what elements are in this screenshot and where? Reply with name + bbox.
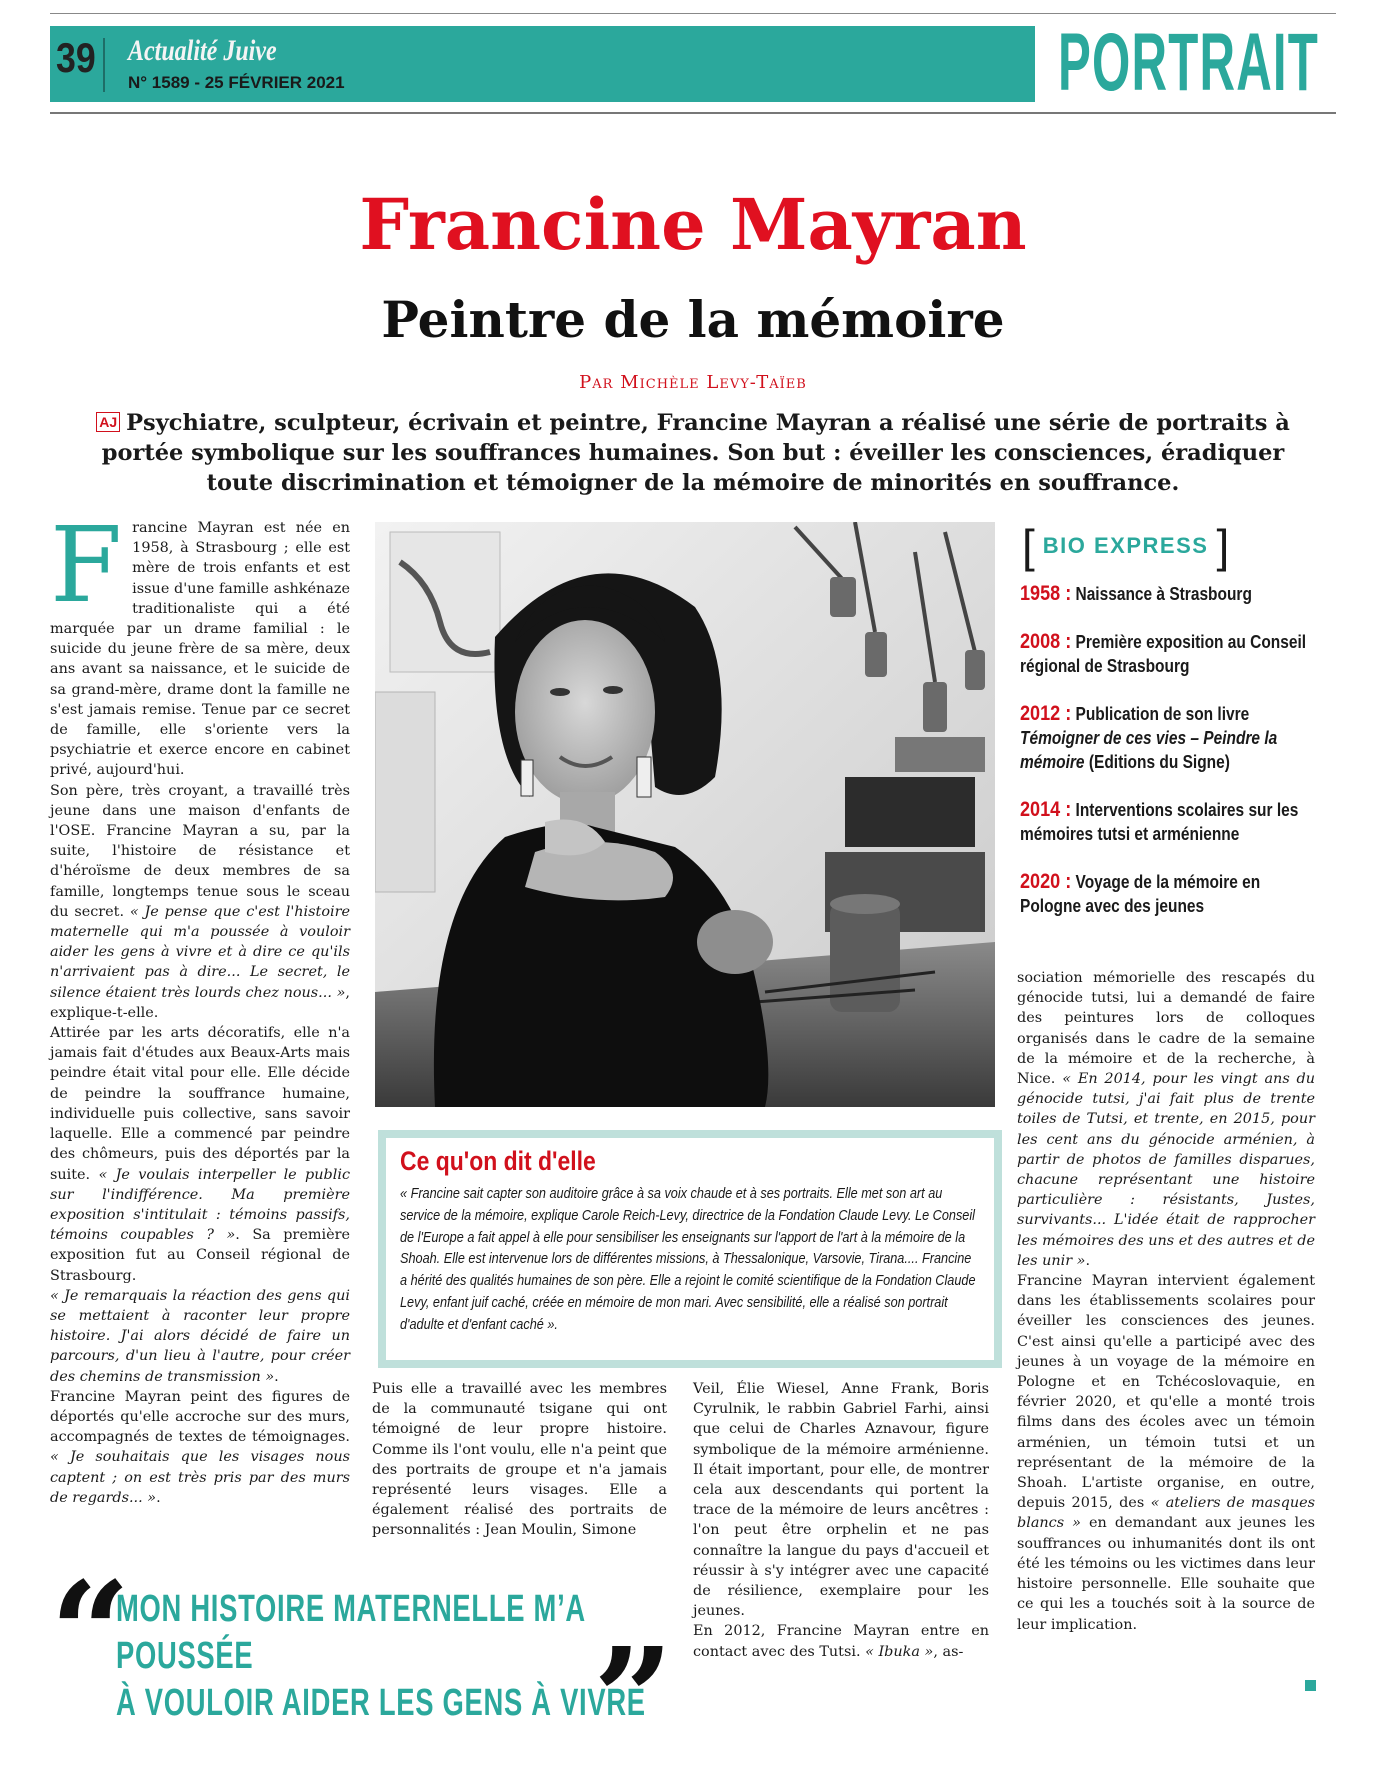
- bio-item: 1958 : Naissance à Strasbourg: [1020, 582, 1252, 605]
- bio-item: 2008 : Première exposition au Conseil régional de Strasbourg: [1020, 630, 1307, 676]
- col1-paragraph-5: Francine Mayran peint des figures de déportés qu'elle accroche sur des murs, accompagnés de textes de témoignages. « Je souhaitais que les visages nous captent ; on est très pris par des murs de regards... ».: [50, 1388, 350, 1506]
- pull-quote-line-1: MON HISTOIRE MATERNELLE M’A POUSSÉE: [116, 1588, 585, 1677]
- column-1: [50, 504, 351, 1508]
- aj-logo-icon: AJ: [96, 412, 120, 432]
- end-mark-icon: [1305, 1680, 1316, 1691]
- column-2: [372, 1379, 667, 1541]
- col1-paragraph-1: rancine Mayran est née en 1958, à Strasbourg ; elle est mère de trois enfants et est issue d'une famille ashkénaze traditionaliste qui a été marquée par un drame familial : le suicide du jeune frère de sa mère, deux ans avant sa naissance, et le suicide de sa grand-mère, drame dont la famille ne s'est jamais remise. Tenue par ce secret de famille, elle s'oriente vers la psychiatrie et exerce encore en cabinet privé, aujourd'hui.: [50, 520, 350, 779]
- bio-item: 2012 : Publication de son livre Témoigner de ces vies – Peindre la mémoire (Editions du Signe): [1020, 702, 1278, 772]
- magazine-title: Actualité Juive: [128, 34, 277, 67]
- article-title: Francine Mayran: [359, 183, 1027, 266]
- issue-info: N° 1589 - 25 FÉVRIER 2021: [128, 73, 345, 92]
- drop-cap: F: [50, 504, 123, 626]
- portrait-photo: [375, 522, 995, 1107]
- col2-paragraph: Puis elle a travaillé avec les membres de la communauté tsigane qui ont témoigné de leur propre histoire. Comme ils l'ont voulu, elle n'a peint que des portraits de groupe et n'a jamais représenté leurs visages. Elle a également réalisé des portraits de personnalités : Jean Moulin, Simone: [372, 1381, 667, 1539]
- col3-paragraph-1: Veil, Élie Wiesel, Anne Frank, Boris Cyrulnik, le rabbin Gabriel Farhi, ainsi que celui de Charles Aznavour, figure symbolique de la mémoire arménienne. Il était important, pour elle, de montrer cela aux descendants qui portent la trace de la mémoire de leurs ancêtres : l'on peut être orphelin et ne pas connaître la langue du pays d'accueil et réussir à s'y intégrer avec une capacité de résilience, exemplaire pour les jeunes.: [693, 1381, 989, 1620]
- col1-paragraph-2: Son père, très croyant, a travaillé très jeune dans une maison d'enfants de l'OSE. Francine Mayran a su, par la suite, l'histoire de résistance et d'héroïsme de deux membres de sa famille, longtemps tenue sous le sceau du secret. « Je pense que c'est l'histoire maternelle qui m'a poussée à vouloir aider les gens à vivre et à dire ce qu'ils n'arrivaient pas à dire... Le secret, le silence étaient très lourds chez nous... », explique-t-elle.: [50, 782, 350, 1021]
- testimonial-box: [378, 1130, 1002, 1368]
- testimonial-title: Ce qu'on dit d'elle: [400, 1146, 596, 1176]
- article-lead: [78, 408, 1308, 498]
- col1-paragraph-4: « Je remarquais la réaction des gens qui se mettaient à raconter leur propre histoire. J'ai alors décidé de faire un parcours, d'un lieu à l'autre, pour créer des chemins de transmission ».: [50, 1287, 350, 1385]
- column-4: [1017, 968, 1315, 1635]
- bio-header: [ BIO EXPRESS ]: [1022, 520, 1230, 572]
- byline: [0, 372, 1386, 393]
- article-subtitle: Peintre de la mémoire: [381, 290, 1005, 349]
- header-separator: [103, 38, 105, 92]
- header-rule: [50, 112, 1336, 114]
- col1-paragraph-3: Attirée par les arts décoratifs, elle n'a jamais fait d'études aux Beaux-Arts mais peindre était vital pour elle. Elle décide de peindre la souffrance humaine, individuelle puis collective, sans savoir laquelle. Elle a commencé par peindre des chômeurs, puis des déportés par la suite. « Je voulais interpeller le public sur l'indifférence. Ma première exposition s'intitulait : témoins passifs, témoins coupables ? ». Sa première exposition fut au Conseil régional de Strasbourg.: [50, 1025, 351, 1284]
- col3-paragraph-2: En 2012, Francine Mayran entre en contact avec des Tutsi. « Ibuka », as-: [693, 1623, 989, 1660]
- col4-paragraph-1: sociation mémorielle des rescapés du génocide tutsi, lui a demandé de faire des peintures lors de colloques organisés dans le cadre de la semaine de la mémoire et de la recherche, à Nice. « En 2014, pour les vingt ans du génocide tutsi, j'ai fait plus de trente toiles de Tutsi, et trente, en 2015, pour les cent ans du génocide arménien, à partir de photos de familles disparues, chacune représentant une histoire particulière : résistants, Justes, survivants... L'idée était de rapprocher les mémoires des uns et des autres et de les unir ».: [1017, 970, 1316, 1269]
- pull-quote-line-2: À VOULOIR AIDER LES GENS À VIVRE: [116, 1682, 646, 1724]
- column-3: [693, 1379, 989, 1662]
- pull-quote-close-mark: ”: [593, 1618, 674, 1782]
- bio-item: 2014 : Interventions scolaires sur les mémoires tutsi et arménienne: [1020, 798, 1299, 844]
- pull-quote: [116, 1586, 663, 1727]
- testimonial-text: « Francine sait capter son auditoire grâce à sa voix chaude et à ses portraits. Elle met son art au service de la mémoire, explique Carole Reich-Levy, directrice de la Fondation Claude Levy. Le Conseil de l'Europe a fait appel à elle pour sensibiliser les enseignants sur l'apport de l'art à la mémoire de la Shoah. Elle est intervenue lors de différentes missions, à Thessalonique, Varsovie, Tirana.... Francine a hérité des qualités humaines de son père. Elle a rejoint le comité scientifique de la Fondation Claude Levy, enfant juif caché, créée en mémoire de mon mari. Avec sensibilité, elle a réalisé son portrait d'adulte et d'enfant caché ».: [400, 1186, 976, 1333]
- byline-prefix: Par: [579, 372, 614, 393]
- top-rule: [50, 13, 1336, 14]
- pull-quote-open-mark: “: [50, 1552, 131, 1716]
- col4-paragraph-2: Francine Mayran intervient également dans les établissements scolaires pour éveiller les consciences des jeunes. C'est ainsi qu'elle a participé avec des jeunes à un voyage de la mémoire en Pologne et en Tchécoslovaquie, en février 2020, et qu'elle a monté trois films dans des écoles avec un témoin arménien, un témoin tutsi et un représentant de la mémoire de la Shoah. L'artiste organise, en outre, depuis 2015, des « ateliers de masques blancs » en demandant aux jeunes les souffrances ou inhumanités dont ils ont été les témoins ou les victimes dans leur histoire personnelle. Elle souhaite que ce qui les a touchés soit à la source de leur implication.: [1017, 1273, 1315, 1633]
- bio-title: BIO EXPRESS: [1042, 533, 1209, 558]
- page-number: 39: [56, 34, 96, 81]
- section-label: PORTRAIT: [1058, 17, 1320, 108]
- lead-text: Psychiatre, sculpteur, écrivain et peintre, Francine Mayran a réalisé une série de portraits à portée symbolique sur les souffrances humaines. Son but : éveiller les consciences, éradiquer toute discrimination et témoigner de la mémoire de minorités en souffrance.: [101, 410, 1290, 496]
- byline-author: Michèle Levy-Taïeb: [620, 372, 807, 393]
- bio-item: 2020 : Voyage de la mémoire en Pologne avec des jeunes: [1020, 870, 1261, 916]
- bio-list: [1020, 582, 1320, 942]
